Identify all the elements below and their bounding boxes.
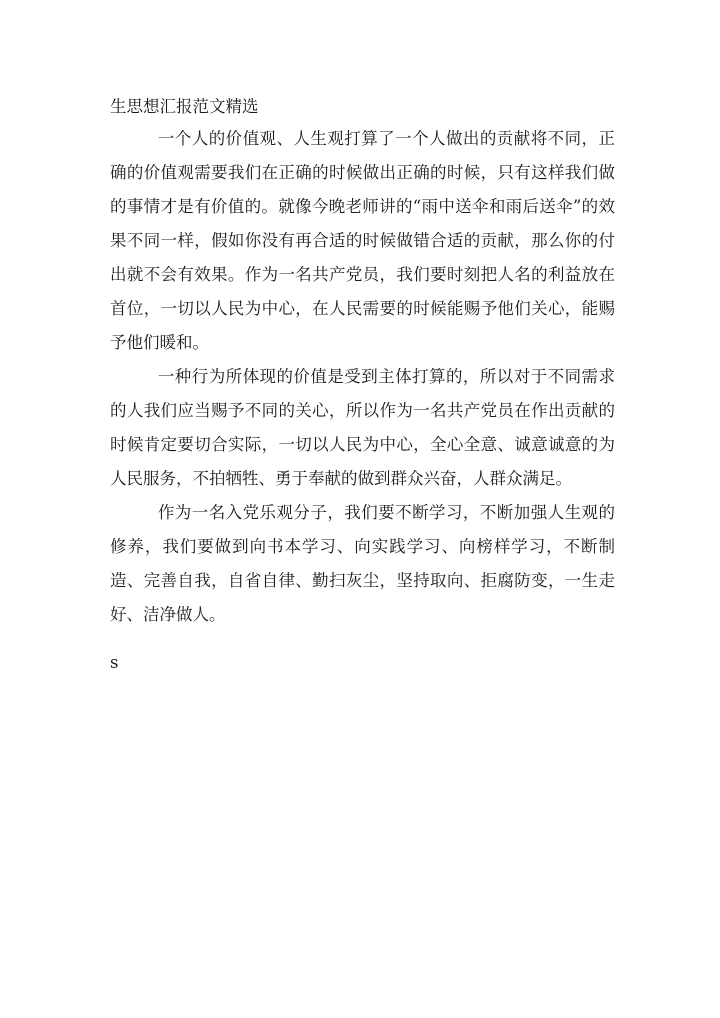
document-title: 生思想汇报范文精选 (110, 97, 259, 116)
document-body (110, 92, 615, 678)
paragraph-1: 一个人的价值观、人生观打算了一个人做出的贡献将不同，正确的价值观需要我们在正确的时候做出正确的时候，只有这样我们做的事情才是有价值的。就像今晚老师讲的“雨中送伞和雨后送伞”的效果不同一样，假如你没有再合适的时候做错合适的贡献，那么你的付出就不会有效果。作为一名共产党员，我们要时刻把人名的利益放在首位，一切以人民为中心，在人民需要的时候能赐予他们关心，能赐予他们暖和。 (110, 129, 615, 352)
trailing-text: s (110, 653, 119, 672)
paragraph-2: 一种行为所体现的价值是受到主体打算的，所以对于不同需求的人我们应当赐予不同的关心，所以作为一名共产党员在作出贡献的时候肯定要切合实际，一切以人民为中心，全心全意、诚意诚意的为人民服务，不拍牺牲、勇于奉献的做到群众兴奋，人群众满足。 (110, 367, 615, 488)
paragraph-3: 作为一名入党乐观分子，我们要不断学习，不断加强人生观的修养，我们要做到向书本学习、向实践学习、向榜样学习，不断制造、完善自我，自省自律、勤扫灰尘，坚持取向、拒腐防变，一生走好、洁净做人。 (110, 503, 615, 624)
